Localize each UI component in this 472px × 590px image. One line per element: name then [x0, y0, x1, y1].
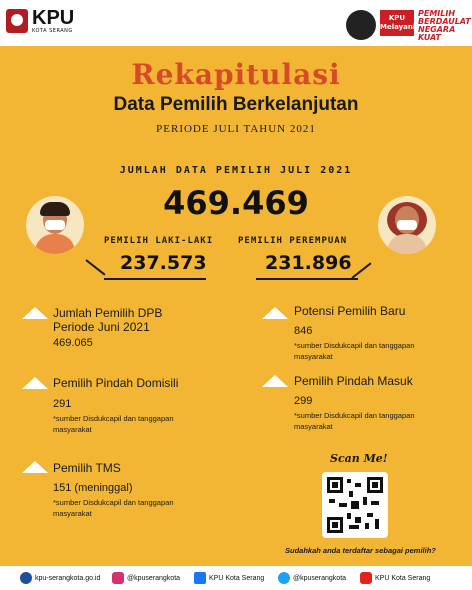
- kpu-melayani-badge: KPU Melayani: [380, 10, 414, 36]
- total-label: JUMLAH DATA PEMILIH JULI 2021: [119, 165, 353, 176]
- website-link[interactable]: [20, 572, 100, 584]
- male-voter-label: PEMILIH LAKI-LAKI: [104, 236, 214, 246]
- youtube-icon: [360, 572, 372, 584]
- triangle-icon: [22, 377, 48, 389]
- female-voter-label: PEMILIH PEREMPUAN: [238, 236, 348, 246]
- female-voter-avatar: [378, 196, 436, 254]
- connector-line: [85, 259, 105, 275]
- instagram-text: @kpuserangkota: [127, 574, 181, 582]
- male-voter-avatar: [26, 196, 84, 254]
- divider: [104, 278, 206, 280]
- divider: [256, 278, 358, 280]
- facebook-text: KPU Kota Serang: [209, 574, 265, 582]
- slogan-logo: PEMILIH BERDAULAT NEGARA KUAT: [418, 9, 471, 42]
- qr-code[interactable]: [322, 472, 388, 538]
- twitter-link[interactable]: [278, 572, 346, 584]
- item-value: 299: [294, 395, 313, 407]
- triangle-icon: [262, 307, 288, 319]
- item-title: Pemilih Pindah Masuk: [294, 374, 413, 388]
- youtube-text: KPU Kota Serang: [375, 574, 431, 582]
- item-title: Pemilih TMS: [53, 461, 121, 475]
- globe-icon: [20, 572, 32, 584]
- item-title: Jumlah Pemilih DPB Periode Juni 2021: [53, 306, 163, 334]
- period-label: PERIODE JULI TAHUN 2021: [156, 123, 316, 135]
- total-value: 469.469: [163, 184, 309, 222]
- item-title: Pemilih Pindah Domisili: [53, 376, 179, 390]
- item-value: 469.065: [53, 337, 93, 349]
- item-value: 291: [53, 398, 72, 410]
- triangle-icon: [22, 461, 48, 473]
- item-note: *sumber Disdukcapil dan tanggapan masyarakat: [53, 498, 174, 518]
- page-title: Rekapitulasi: [131, 58, 341, 91]
- connector-line: [351, 262, 371, 278]
- header-bar: [0, 0, 472, 46]
- twitter-text: @kpuserangkota: [293, 574, 347, 582]
- website-text: kpu-serangkota.go.id: [35, 574, 101, 582]
- footer-bar: [0, 566, 472, 590]
- item-value: 846: [294, 325, 313, 337]
- scan-me-label: Scan Me!: [330, 452, 388, 465]
- partner-logo-icon: [346, 10, 376, 40]
- female-voter-value: 231.896: [265, 252, 352, 274]
- item-note: *sumber Disdukcapil dan tanggapan masyarakat: [294, 341, 415, 361]
- kpu-logo: [6, 8, 74, 34]
- logo-text: KPU: [32, 7, 75, 29]
- page-subtitle: Data Pemilih Berkelanjutan: [113, 94, 359, 115]
- male-voter-value: 237.573: [120, 252, 207, 274]
- facebook-link[interactable]: [194, 572, 264, 584]
- registration-question: Sudahkah anda terdaftar sebagai pemilih?: [285, 546, 436, 555]
- twitter-icon: [278, 572, 290, 584]
- instagram-link[interactable]: [112, 572, 180, 584]
- logo-subtext: KOTA SERANG: [32, 28, 73, 34]
- item-note: *sumber Disdukcapil dan tanggapan masyarakat: [53, 414, 174, 434]
- item-value: 151 (meninggal): [53, 482, 133, 494]
- triangle-icon: [22, 307, 48, 319]
- item-note: *sumber Disdukcapil dan tanggapan masyarakat: [294, 411, 415, 431]
- youtube-link[interactable]: [360, 572, 430, 584]
- instagram-icon: [112, 572, 124, 584]
- triangle-icon: [262, 375, 288, 387]
- item-title: Potensi Pemilih Baru: [294, 304, 406, 318]
- facebook-icon: [194, 572, 206, 584]
- kpu-emblem-icon: [6, 9, 28, 33]
